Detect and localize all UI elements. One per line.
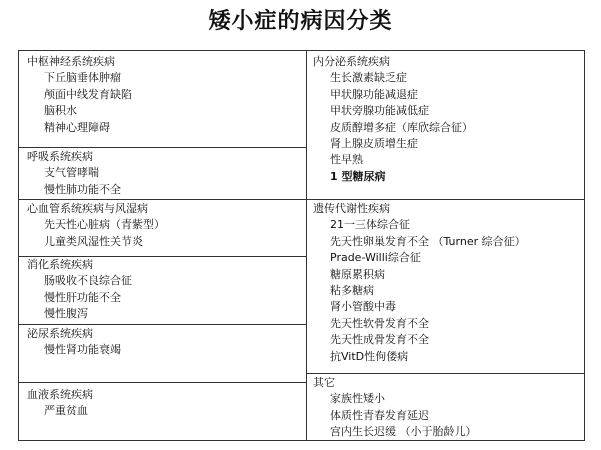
list-item: 肠吸收不良综合征: [44, 274, 132, 288]
list-item: 糖原累积病: [330, 267, 385, 281]
list-item: 抗VitD性佝偻病: [330, 349, 409, 363]
list-item: 严重贫血: [44, 404, 88, 418]
list-item: 先天性成骨发育不全: [330, 333, 429, 347]
row-divider: [306, 199, 584, 200]
section-cardiovascular: [27, 201, 302, 250]
list-item: 21一三体综合征: [330, 218, 410, 232]
list-item: 儿童类风湿性关节炎: [44, 234, 143, 248]
list-item: 先天性软骨发育不全: [330, 316, 429, 330]
etiology-table: [18, 50, 585, 441]
section-title: 心血管系统疾病与风湿病: [27, 202, 148, 215]
section-title: 泌尿系统疾病: [27, 327, 93, 340]
list-item: 先天性心脏病（青紫型）: [44, 218, 165, 232]
section-other: [313, 375, 581, 441]
column-divider: [306, 51, 307, 440]
list-item: 精神心理障碍: [44, 120, 110, 134]
section-title: 消化系统疾病: [27, 258, 93, 271]
section-title: 遗传代谢性疾病: [313, 202, 390, 215]
list-item: 家族性矮小: [330, 392, 385, 406]
row-divider: [19, 199, 306, 200]
list-item: 肾小管酸中毒: [330, 300, 396, 314]
section-title: 呼吸系统疾病: [27, 150, 93, 163]
list-item: 甲状腺功能减退症: [330, 87, 418, 101]
section-title: 内分泌系统疾病: [313, 55, 390, 68]
row-divider: [19, 324, 306, 325]
list-item: 下丘脑垂体肿瘤: [44, 71, 121, 85]
list-item: 慢性肺功能不全: [44, 182, 121, 196]
row-divider: [306, 373, 584, 374]
section-title: 其它: [313, 376, 335, 389]
section-title: 血液系统疾病: [27, 388, 93, 401]
list-item: 生长激素缺乏症: [330, 71, 407, 85]
section-endocrine: [313, 54, 581, 185]
list-item: 粘多糖病: [330, 283, 374, 297]
page-title: 矮小症的病因分类: [208, 8, 393, 34]
list-item: 脑积水: [44, 104, 77, 118]
section-blood: [27, 387, 302, 420]
row-divider: [19, 382, 306, 383]
list-item: 性早熟: [330, 153, 363, 167]
section-cns: [27, 54, 302, 136]
list-item: 1 型糖尿病: [330, 169, 386, 183]
list-item: Prade-Willi综合征: [330, 251, 421, 265]
list-item: 肾上腺皮质增生症: [330, 136, 418, 150]
section-title: 中枢神经系统疾病: [27, 55, 115, 68]
list-item: 支气管哮喘: [44, 166, 99, 180]
list-item: 宫内生长迟缓 （小于胎龄儿）: [330, 425, 477, 439]
list-item: 体质性青春发育延迟: [330, 408, 429, 422]
list-item: 甲状旁腺功能减低症: [330, 104, 429, 118]
section-genetic-metabolic: [313, 201, 581, 365]
list-item: 慢性肾功能衰竭: [44, 343, 121, 357]
list-item: 慢性腹泻: [44, 307, 88, 321]
list-item: 先天性卵巢发育不全 （Turner 综合征）: [330, 234, 526, 248]
section-digestive: [27, 257, 302, 323]
list-item: 颅面中线发育缺陷: [44, 87, 132, 101]
section-urinary: [27, 326, 302, 359]
list-item: 皮质醇增多症（库欣综合征）: [330, 120, 473, 134]
row-divider: [19, 147, 306, 148]
section-respiratory: [27, 149, 302, 198]
list-item: 慢性肝功能不全: [44, 290, 121, 304]
